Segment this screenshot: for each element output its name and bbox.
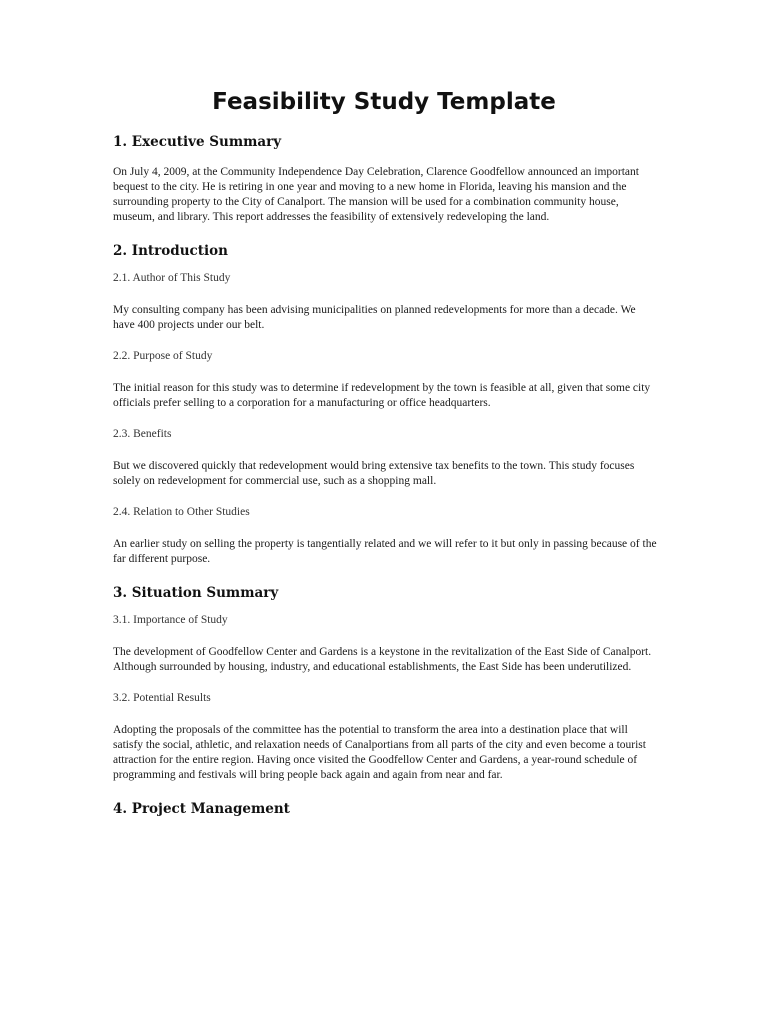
- subsection-title-author: 2.1. Author of This Study: [113, 272, 231, 284]
- paragraph-purpose: The initial reason for this study was to determine if redevelopment by the town is feasible at all, given that some city officials prefer selling to a corporation for a manufacturing or office headquarters.: [113, 382, 651, 409]
- subsection-title-purpose: 2.2. Purpose of Study: [113, 350, 213, 362]
- document-title: Feasibility Study Template: [212, 89, 556, 115]
- section-heading-executive-summary: 1. Executive Summary: [113, 134, 282, 150]
- subsection-title-benefits: 2.3. Benefits: [113, 428, 172, 440]
- paragraph-relation: An earlier study on selling the property is tangentially related and we will refer to it but only in passing because of the far different purpose.: [113, 538, 657, 565]
- section-heading-introduction: 2. Introduction: [113, 243, 228, 259]
- document-body: [113, 131, 658, 820]
- subsection-title-relation: 2.4. Relation to Other Studies: [113, 506, 250, 518]
- subsection-title-results: 3.2. Potential Results: [113, 692, 211, 704]
- paragraph-author: My consulting company has been advising municipalities on planned redevelopments for more than a decade. We have 400 projects under our belt.: [113, 304, 636, 331]
- subsection-title-importance: 3.1. Importance of Study: [113, 614, 228, 626]
- paragraph-executive-summary: On July 4, 2009, at the Community Independence Day Celebration, Clarence Goodfellow announced an important bequest to the city. He is retiring in one year and moving to a new home in Florida, leaving his mansion and the surrounding property to the City of Canalport. The mansion will be used for a combination community house, museum, and library. This report addresses the feasibility of extensively redeveloping the land.: [113, 166, 639, 223]
- paragraph-benefits: But we discovered quickly that redevelopment would bring extensive tax benefits to the town. This study focuses solely on redevelopment for commercial use, such as a shopping mall.: [113, 460, 635, 487]
- paragraph-results: Adopting the proposals of the committee has the potential to transform the area into a destination place that will satisfy the social, athletic, and relaxation needs of Canalportians from all parts of the city and even become a tourist attraction for the entire region. Having once visited the Goodfellow Center and Gardens, a year-round schedule of programming and festivals will bring people back again and again from near and far.: [113, 724, 646, 781]
- section-heading-situation-summary: 3. Situation Summary: [113, 585, 279, 601]
- section-heading-project-management: 4. Project Management: [113, 801, 290, 817]
- paragraph-importance: The development of Goodfellow Center and Gardens is a keystone in the revitalization of the East Side of Canalport. Although surrounded by housing, industry, and educational establishments, the East Side has been underutilized.: [113, 646, 652, 673]
